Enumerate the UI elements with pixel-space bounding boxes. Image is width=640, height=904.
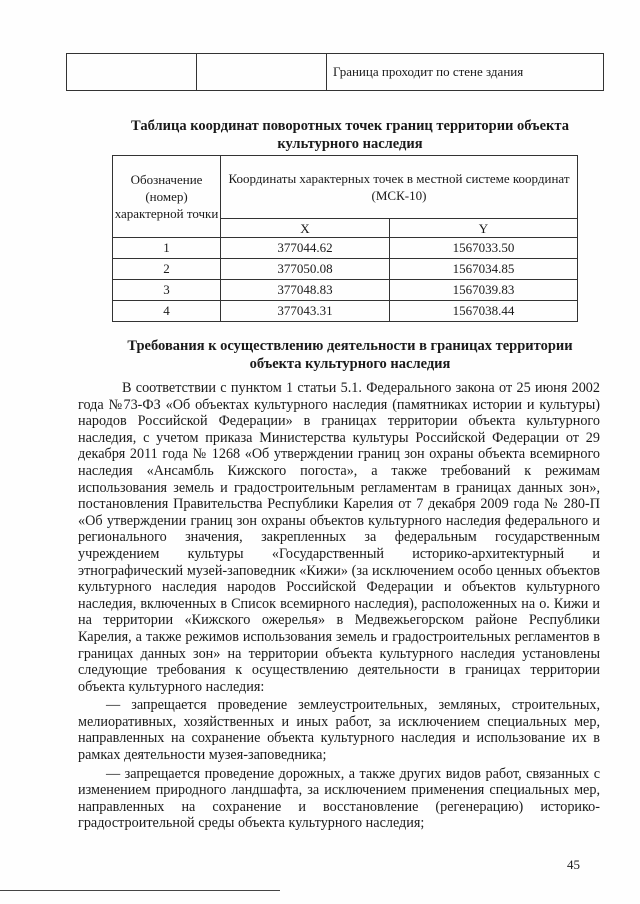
x-value: 377050.08 [221,259,390,280]
table-header-row [113,156,578,219]
coordinates-table [112,155,578,322]
point-number: 2 [113,259,221,280]
table-cell [67,54,197,91]
requirement-item: — запрещается проведение дорожных, а также других видов работ, связанных с изменением природного ландшафта, за исключением применения специальных мер, направленных на сохранение и восстановление (регенерацию) историко-градостроительной среды объекта культурного наследия; [78,765,600,832]
point-number: 3 [113,280,221,301]
page-number: 45 [567,857,580,872]
footer-divider [0,890,280,891]
requirements-body [78,380,600,832]
y-value: 1567034.85 [390,259,578,280]
coordinates-header: Координаты характерных точек в местной системе координат (МСК-10) [221,156,578,219]
table-row [113,280,578,301]
boundary-table-fragment [66,53,604,91]
x-value: 377044.62 [221,238,390,259]
table-cell [197,54,327,91]
table-row [113,238,578,259]
y-value: 1567039.83 [390,280,578,301]
table-row [113,301,578,322]
body-paragraph: В соответствии с пунктом 1 статьи 5.1. Федерального закона от 25 июня 2002 года №73-ФЗ «Об объектах культурного наследия (памятниках истории и культуры) народов Российской Федерации» в границах территории объекта культурного наследия, с учетом приказа Министерства культуры Российской Федерации от 29 декабря 2011 года № 1268 «Об утверждении границ зон охраны объекта всемирного наследия «Ансамбль Кижского погоста», а также требований к режимам использования земель и градостроительным регламентам в границах данных зон», постановления Правительства Республики Карелия от 7 декабря 2009 года № 280-П «Об утверждении границ зон охраны объектов культурного наследия федерального и регионального значения, закрепленных за федеральным государственным учреждением культуры «Государственный историко-архитектурный и этнографический музей-заповедник «Кижи» (за исключением особо ценных объектов культурного наследия народов Российской Федерации и объектов культурного наследия, включенных в Список всемирного наследия), расположенных на о. Кижи и на территории «Кижского ожерелья» в Медвежьегорском районе Республики Карелия, а также режимов использования земель и градостроительных регламентов в границах данных зон» на территории объекта культурного наследия установлены следующие требования к осуществлению деятельности в границах территории объекта культурного наследия: [78,380,600,695]
requirement-item: — запрещается проведение землеустроительных, земляных, строительных, мелиоративных, хозяйственных и иных работ, за исключением специальных мер, направленных на сохранение объекта культурного наследия и использование их в рамках деятельности музея-заповедника; [78,697,600,764]
point-number: 4 [113,301,221,322]
table-row [67,54,604,91]
point-number: 1 [113,238,221,259]
x-column-header: X [221,219,390,238]
point-number-header: Обозначение (номер) характерной точки [113,156,221,238]
x-value: 377048.83 [221,280,390,301]
y-column-header: Y [390,219,578,238]
y-value: 1567038.44 [390,301,578,322]
coordinates-table-title: Таблица координат поворотных точек границ территории объекта культурного наследия [131,118,569,152]
x-value: 377043.31 [221,301,390,322]
table-row [113,259,578,280]
y-value: 1567033.50 [390,238,578,259]
boundary-description-cell: Граница проходит по стене здания [327,54,604,91]
requirements-section-title: Требования к осуществлению деятельности в границах территории объекта культурного наследия [127,338,573,372]
